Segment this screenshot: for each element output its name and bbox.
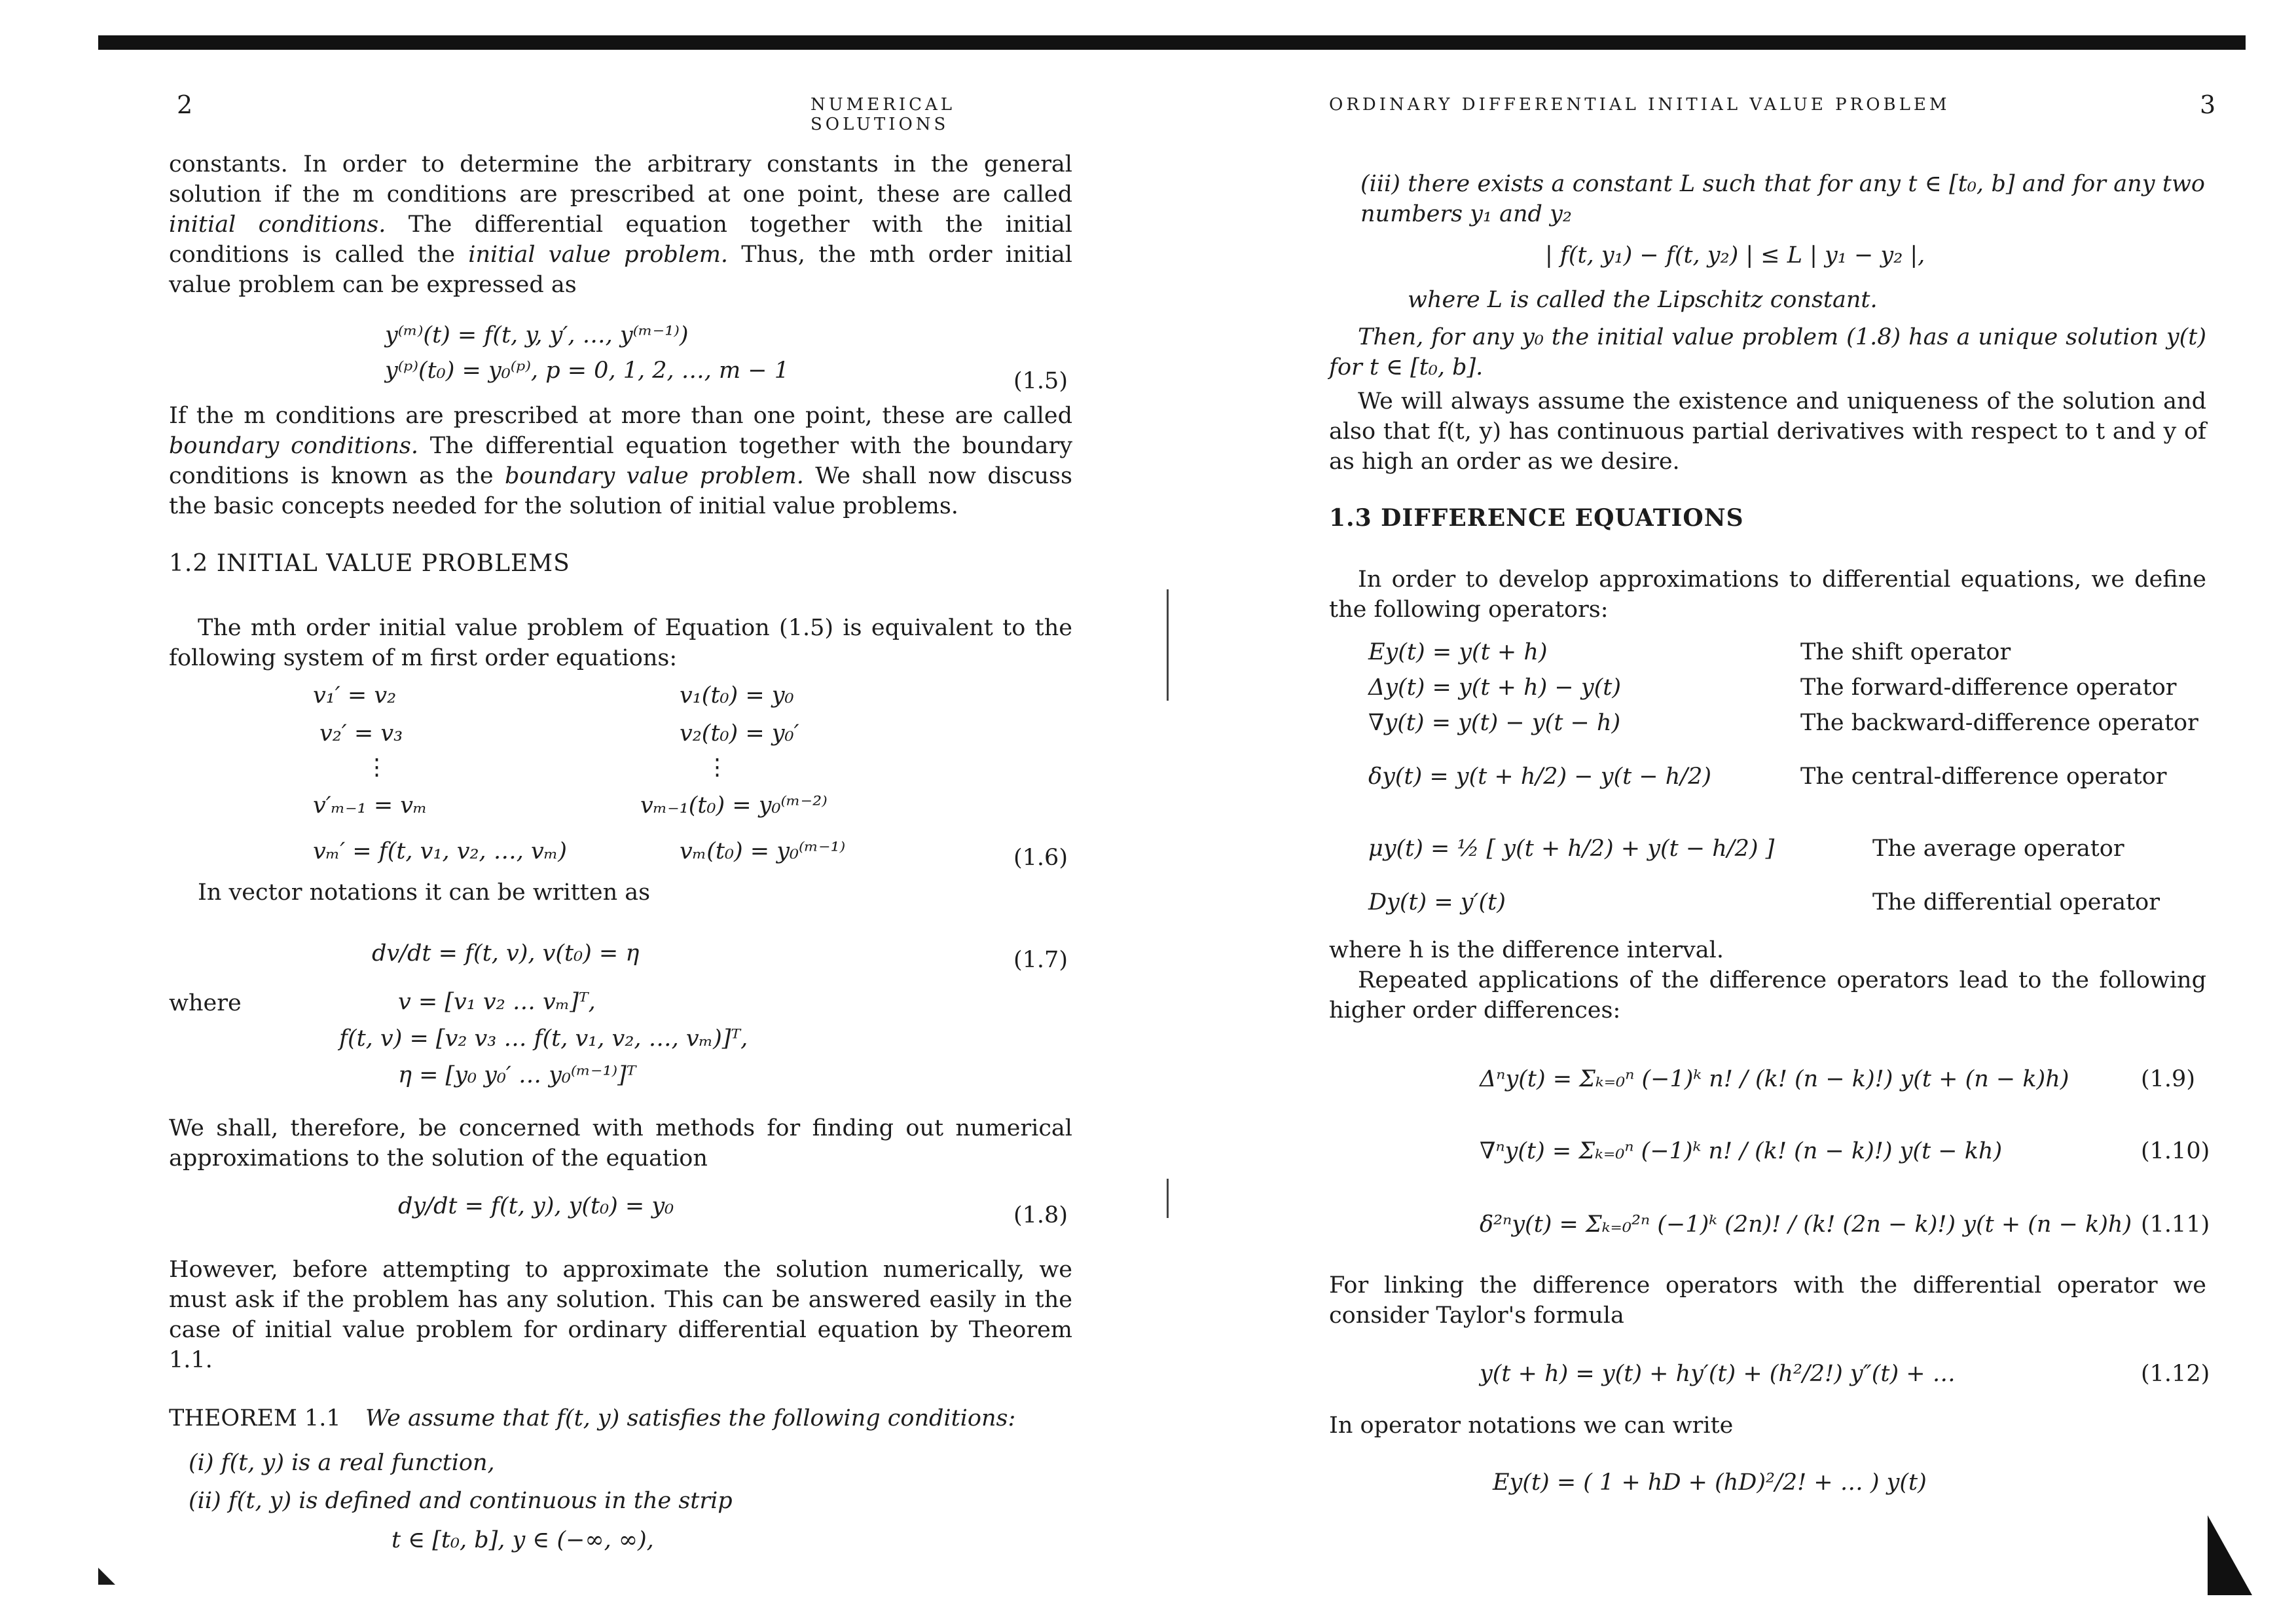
linking-text: For linking the difference operators with the differential operator we consider Taylor's formula — [1329, 1272, 2206, 1329]
equation-number-1-6: (1.6) — [1013, 845, 1068, 871]
intro-text-1: constants. In order to determine the arbitrary constants in the general solution if the m conditions are prescribed at one point, these are called — [169, 151, 1072, 208]
lipschitz-where: where L is called the Lipschitz constant. — [1408, 287, 1878, 313]
section-heading-1-3: 1.3 DIFFERENCE EQUATIONS — [1329, 504, 1744, 532]
vector-intro-paragraph — [198, 877, 1068, 908]
methods-text: We shall, therefore, be concerned with methods for finding out numerical approximations to the solution of the equation — [169, 1115, 1072, 1172]
operators-intro-paragraph — [1329, 564, 2206, 625]
vector-intro-text: In vector notations it can be written as — [198, 879, 651, 906]
operator-formula-average: μy(t) = ½ [ y(t + h/2) + y(t − h/2) ] — [1368, 836, 1775, 862]
theorem-strip: t ∈ [t₀, b], y ∈ (−∞, ∞), — [392, 1527, 654, 1553]
intro-text-2: The differential equation together with the initial conditions is called the — [169, 212, 1072, 268]
operator-formula-shift: Ey(t) = y(t + h) — [1368, 639, 1548, 665]
system-row-5-lhs: vₘ′ = f(t, v₁, v₂, …, vₘ) — [313, 838, 567, 864]
equation-1-9: Δⁿy(t) = Σₖ₌₀ⁿ (−1)ᵏ n! / (k! (n − k)!) y(t + (n − k)h) — [1480, 1066, 2069, 1092]
boundary-text-1: If the m conditions are prescribed at more than one point, these are called — [169, 403, 1072, 429]
equation-number-1-10: (1.10) — [2141, 1138, 2210, 1164]
running-header-right: ORDINARY DIFFERENTIAL INITIAL VALUE PROBLEM — [1329, 95, 1950, 115]
corner-mark-left — [97, 1566, 117, 1586]
equation-1-12: y(t + h) = y(t) + hy′(t) + (h²/2!) y″(t) + … — [1480, 1361, 1956, 1387]
system-row-5-rhs: vₘ(t₀) = y₀⁽ᵐ⁻¹⁾ — [680, 838, 846, 864]
term-boundary-value-problem: boundary value problem. — [504, 463, 804, 489]
operator-name-differential: The differential operator — [1872, 889, 2160, 915]
boundary-paragraph — [169, 401, 1072, 521]
equation-number-1-8: (1.8) — [1013, 1202, 1068, 1228]
scan-top-bar — [98, 35, 2246, 50]
conclusion-text: Then, for any y₀ the initial value problem (1.8) has a unique solution y(t) for t ∈ [t₀, b]. — [1329, 324, 2206, 380]
gutter-mark-lower — [1167, 1179, 1169, 1218]
term-boundary-conditions: boundary conditions. — [169, 433, 418, 459]
theorem-condition-i: (i) f(t, y) is a real function, — [189, 1450, 495, 1476]
lipschitz-inequality: | f(t, y₁) − f(t, y₂) | ≤ L | y₁ − y₂ |, — [1545, 242, 1925, 268]
operator-notation-text: In operator notations we can write — [1329, 1412, 1734, 1439]
operator-formula-central: δy(t) = y(t + h/2) − y(t − h/2) — [1368, 764, 1712, 790]
repeated-applications-text: Repeated applications of the difference operators lead to the following higher order differences: — [1329, 967, 2206, 1024]
equation-number-1-9: (1.9) — [2141, 1066, 2195, 1092]
operator-name-forward: The forward-difference operator — [1800, 674, 2177, 701]
running-header-left: NUMERICAL SOLUTIONS — [811, 95, 956, 134]
section-heading-1-2: 1.2 INITIAL VALUE PROBLEMS — [169, 550, 570, 577]
boundary-text-2: The differential equation together with the boundary conditions is known as the — [169, 433, 1073, 489]
system-row-4-rhs: vₘ₋₁(t₀) = y₀⁽ᵐ⁻²⁾ — [640, 792, 828, 819]
system-row-2-rhs: v₂(t₀) = y₀′ — [680, 720, 799, 747]
system-row-4-lhs: v′ₘ₋₁ = vₘ — [313, 792, 428, 819]
equation-1-5-line-2: y⁽ᵖ⁾(t₀) = y₀⁽ᵖ⁾, p = 0, 1, 2, …, m − 1 — [385, 358, 790, 384]
equation-number-1-7: (1.7) — [1013, 947, 1068, 973]
term-initial-value-problem: initial value problem. — [468, 242, 729, 268]
however-text: However, before attempting to approximate the solution numerically, we must ask if the problem has any solution. This can be answered easily in the case of initial value problem for ordinary differential equation by Theorem 1.1. — [169, 1257, 1072, 1373]
ivp-intro-text: The mth order initial value problem of Equation (1.5) is equivalent to the following system of m first order equations: — [169, 615, 1072, 671]
boundary-text-3: We shall now discuss the basic concepts needed for the solution of initial value problems. — [169, 463, 1072, 519]
vector-def-f: f(t, v) = [v₂ v₃ … f(t, v₁, v₂, …, vₘ)]ᵀ, — [339, 1025, 748, 1052]
operators-intro-text: In order to develop approximations to differential equations, we define the following operators: — [1329, 566, 2206, 623]
methods-paragraph — [169, 1113, 1072, 1173]
system-row-1-lhs: v₁′ = v₂ — [313, 682, 397, 709]
assumption-text: We will always assume the existence and uniqueness of the solution and also that f(t, y) has continuous partial derivatives with respect to t and y of as high an order as we desire. — [1329, 388, 2206, 475]
operator-name-shift: The shift operator — [1800, 639, 2011, 665]
system-row-2-lhs: v₂′ = v₃ — [319, 720, 403, 747]
equation-1-5-line-1: y⁽ᵐ⁾(t) = f(t, y, y′, …, y⁽ᵐ⁻¹⁾) — [385, 322, 689, 348]
operator-name-central: The central-difference operator — [1800, 764, 2167, 790]
h-definition-text: where h is the difference interval. — [1329, 937, 1724, 963]
system-row-3-rhs: ⋮ — [706, 754, 729, 781]
vector-def-eta: η = [y₀ y₀′ … y₀⁽ᵐ⁻¹⁾]ᵀ — [398, 1062, 636, 1088]
theorem-statement: We assume that f(t, y) satisfies the following conditions: — [365, 1405, 1016, 1431]
operator-name-backward: The backward-difference operator — [1800, 710, 2198, 736]
equation-1-10: ∇ⁿy(t) = Σₖ₌₀ⁿ (−1)ᵏ n! / (k! (n − k)!) y(t − kh) — [1480, 1138, 2003, 1164]
equation-1-11: δ²ⁿy(t) = Σₖ₌₀²ⁿ (−1)ᵏ (2n)! / (k! (2n − k)!) y(t + (n − k)h) — [1480, 1211, 2132, 1238]
theorem-conclusion — [1329, 322, 2206, 382]
difference-paragraph — [1329, 935, 2206, 1025]
condition-iii-text: (iii) there exists a constant L such that for any t ∈ [t₀, b] and for any two numbers y₁ and y₂ — [1360, 171, 2205, 227]
equation-number-1-11: (1.11) — [2141, 1211, 2210, 1238]
system-row-3-lhs: ⋮ — [365, 754, 388, 781]
intro-text-3: Thus, the mth order initial value problem can be expressed as — [169, 242, 1072, 298]
however-paragraph — [169, 1255, 1072, 1375]
page-number-right: 3 — [2200, 90, 2216, 119]
operator-notation-paragraph — [1329, 1411, 2206, 1441]
gutter-mark-upper — [1167, 589, 1169, 701]
operator-name-average: The average operator — [1872, 836, 2124, 862]
intro-paragraph — [169, 149, 1072, 300]
theorem-condition-ii: (ii) f(t, y) is defined and continuous in the strip — [189, 1488, 733, 1514]
assumption-paragraph — [1329, 386, 2206, 477]
taylor-operator-equation: Ey(t) = ( 1 + hD + (hD)²/2! + … ) y(t) — [1493, 1469, 1927, 1496]
corner-mark-right — [2205, 1513, 2255, 1598]
term-initial-conditions: initial conditions. — [169, 212, 386, 238]
operator-formula-differential: Dy(t) = y′(t) — [1368, 889, 1506, 915]
ivp-intro-paragraph — [169, 613, 1072, 673]
system-row-1-rhs: v₁(t₀) = y₀ — [680, 682, 794, 709]
page-number-left: 2 — [177, 90, 193, 119]
equation-1-8: dy/dt = f(t, y), y(t₀) = y₀ — [398, 1193, 674, 1219]
theorem-condition-iii — [1360, 169, 2205, 229]
operator-formula-forward: Δy(t) = y(t + h) − y(t) — [1368, 674, 1621, 701]
operator-formula-backward: ∇y(t) = y(t) − y(t − h) — [1368, 710, 1621, 736]
equation-number-1-12: (1.12) — [2141, 1361, 2210, 1387]
theorem-label: THEOREM 1.1 — [169, 1405, 341, 1431]
equation-number-1-5: (1.5) — [1013, 368, 1068, 394]
equation-1-7: dv/dt = f(t, v), v(t₀) = η — [372, 940, 640, 967]
vector-def-v: v = [v₁ v₂ … vₘ]ᵀ, — [398, 989, 596, 1015]
linking-paragraph — [1329, 1270, 2206, 1331]
where-label: where — [169, 990, 242, 1016]
